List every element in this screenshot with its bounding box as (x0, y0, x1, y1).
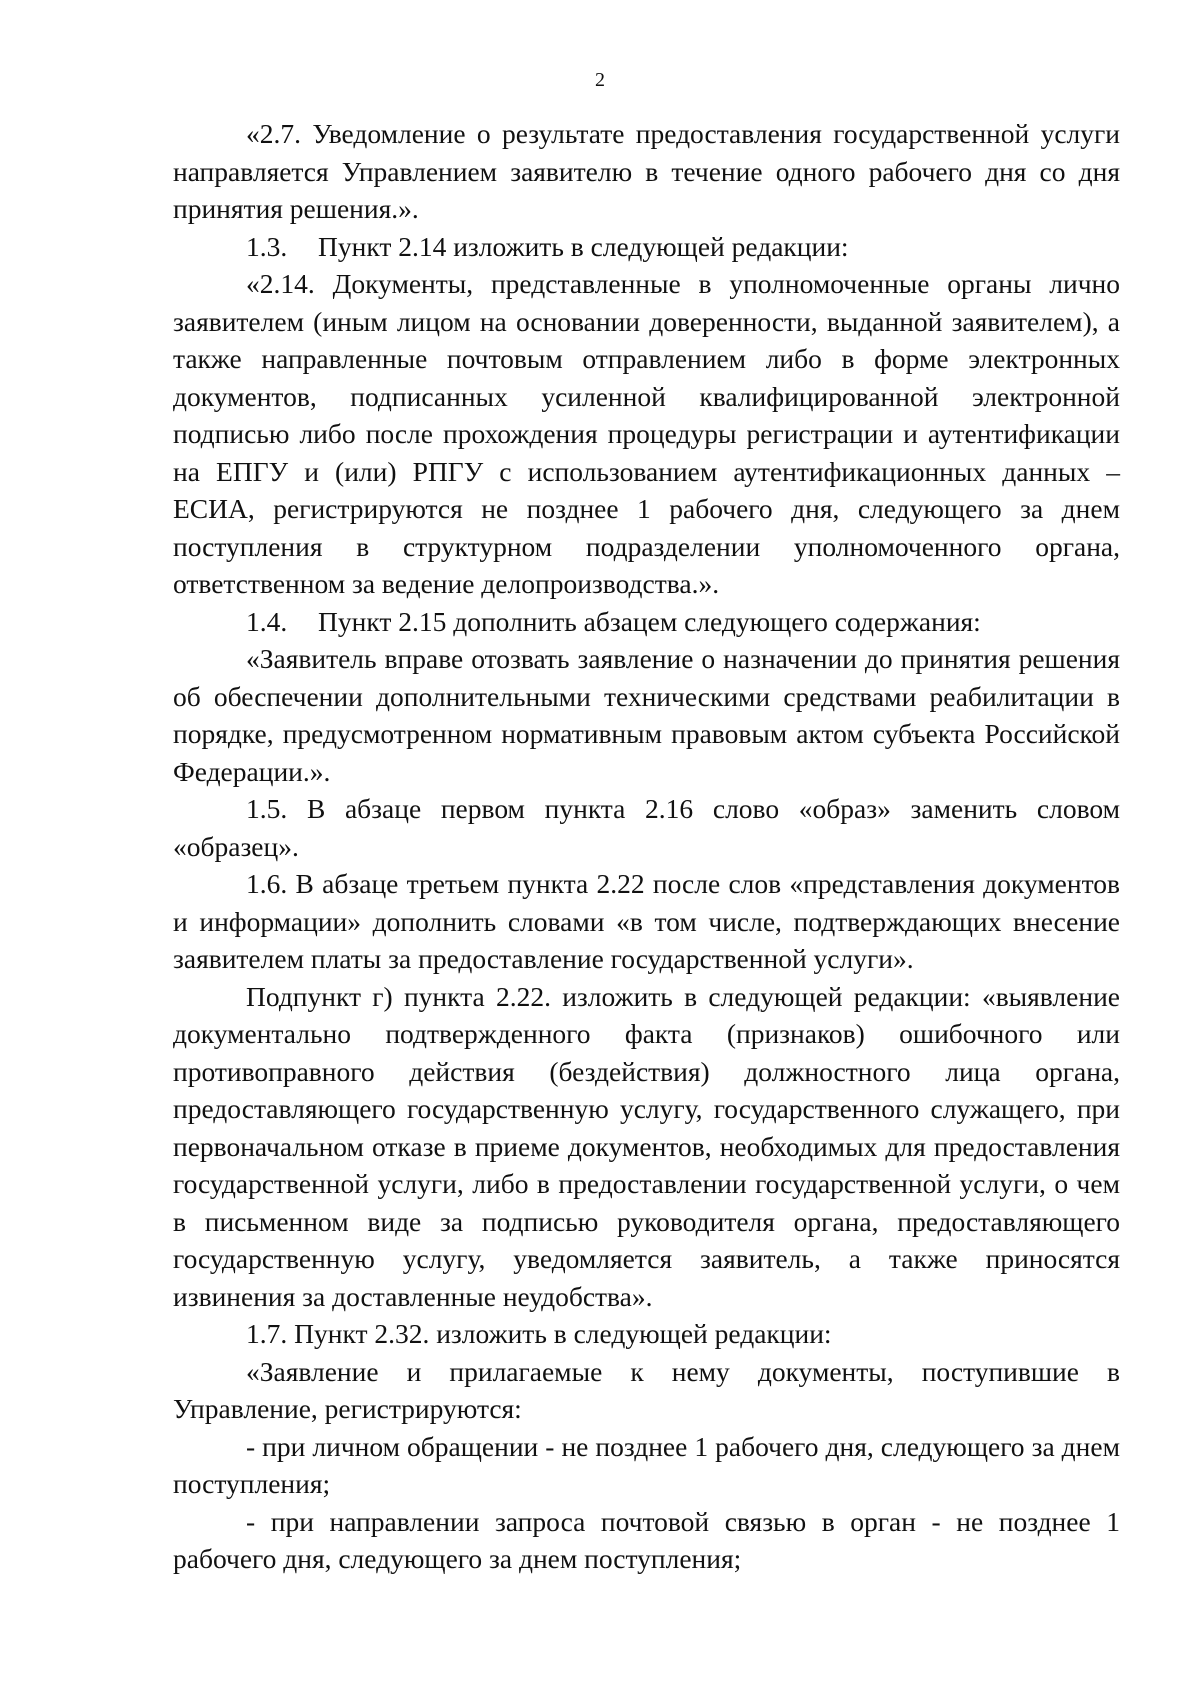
paragraph-registration: «Заявление и прилагаемые к нему документы, поступившие в Управление, регистрируются: (173, 1355, 1120, 1424)
list-item-postal: - при направлении запроса почтовой связью в орган - не позднее 1 рабочего дня, следующего за днем поступления; (173, 1505, 1120, 1574)
paragraph-2-14: «2.14. Документы, представленные в уполномоченные органы лично заявителем (иным лицом на основании доверенности, выданной заявителем), а также направленные почтовым отправлением либо в форме электронных документов, подписанных усиленной квалифицированной электронной подписью либо после прохождения процедуры регистрации и аутентификации на ЕПГУ и (или) РПГУ с использованием аутентификационных данных – ЕСИА, регистрируются не позднее 1 рабочего дня, следующего за днем поступления в структурном подразделении уполномоченного органа, ответственном за ведение делопроизводства.». (173, 268, 1120, 599)
item-text: Пункт 2.15 дополнить абзацем следующего содержания: (318, 605, 981, 637)
paragraph-1-4 (173, 603, 1120, 641)
item-text: Пункт 2.14 изложить в следующей редакции: (318, 230, 849, 262)
page-number: 2 (595, 69, 605, 91)
item-number: 1.4. (246, 605, 288, 637)
list-item-personal: - при личном обращении - не позднее 1 рабочего дня, следующего за днем поступления; (173, 1430, 1120, 1499)
paragraph-2-7: «2.7. Уведомление о результате предоставления государственной услуги направляется Управлением заявителю в течение одного рабочего дня со дня принятия решения.». (173, 118, 1120, 224)
paragraph-1-5: 1.5. В абзаце первом пункта 2.16 слово «образ» заменить словом «образец». (173, 793, 1120, 862)
paragraph-1-7: 1.7. Пункт 2.32. изложить в следующей редакции: (246, 1318, 832, 1349)
item-number: 1.3. (246, 230, 288, 262)
paragraph-1-3 (173, 228, 1120, 266)
document-body (173, 115, 1120, 1578)
paragraph-withdraw: «Заявитель вправе отозвать заявление о назначении до принятия решения об обеспечении дополнительными техническими средствами реабилитации в порядке, предусмотренном нормативным правовым актом субъекта Российской Федерации.». (173, 643, 1120, 787)
paragraph-1-6: 1.6. В абзаце третьем пункта 2.22 после слов «представления документов и информации» дополнить словами «в том числе, подтверждающих внесение заявителем платы за предоставление государственной услуги». (173, 868, 1120, 974)
paragraph-subitem-g: Подпункт г) пункта 2.22. изложить в следующей редакции: «выявление документально подтвержденного факта (признаков) ошибочного или противоправного действия (бездействия) должностного лица органа, предоставляющего государственную услугу, государственного служащего, при первоначальном отказе в приеме документов, необходимых для предоставления государственной услуги, либо в предоставлении государственной услуги, о чем в письменном виде за подписью руководителя органа, предоставляющего государственную услугу, уведомляется заявитель, а также приносятся извинения за доставленные неудобства». (173, 980, 1120, 1312)
